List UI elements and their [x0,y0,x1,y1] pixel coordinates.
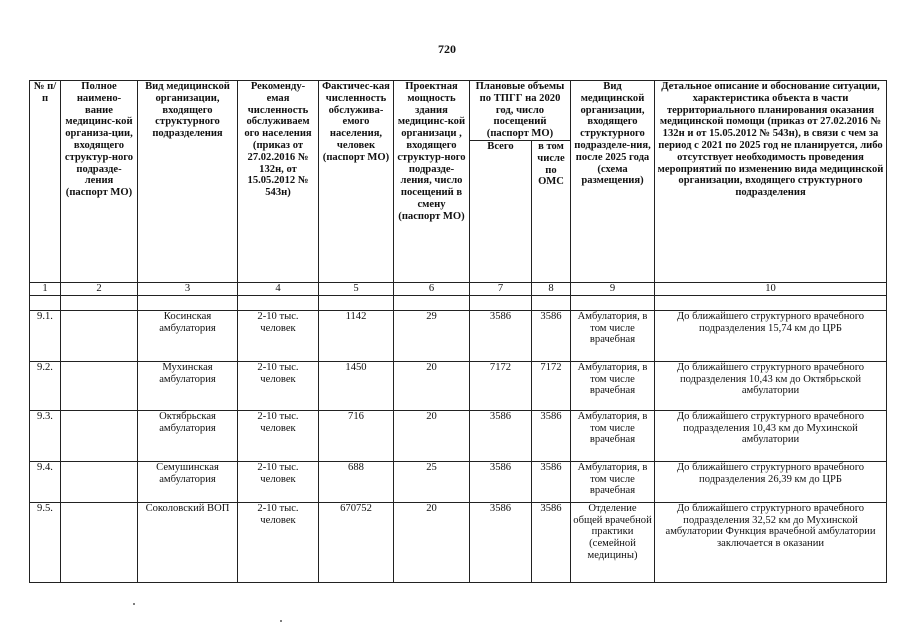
header-col-capacity: Проектная мощность здания медицинс-кой организаци , входящего структур-ного подразде-ления, число посещений в смену (паспорт МО) [394,81,470,283]
row-full-name [61,502,138,582]
row-recommended: 2-10 тыс. человек [238,410,319,461]
column-number: 6 [394,283,470,296]
table-row [30,310,887,361]
row-oms: 3586 [532,410,571,461]
row-capacity: 20 [394,410,470,461]
row-full-name [61,410,138,461]
column-number-row [30,283,887,296]
header-col-recommended: Рекоменду-емая численность обслуживаем ого населения (приказ от 27.02.2016 № 132н, от 15.05.2012 № 543н) [238,81,319,283]
header-col-full-name: Полное наимено-вание медицинс-кой организа-ции, входящего структур-ного подразде-ления (паспорт МО) [61,81,138,283]
column-number: 3 [138,283,238,296]
header-col-after-2025: Вид медицинской организации, входящего структурного подразделе-ния, после 2025 года (схема размещения) [571,81,655,283]
row-total: 7172 [470,361,532,410]
column-number: 4 [238,283,319,296]
column-number: 2 [61,283,138,296]
row-total: 3586 [470,310,532,361]
column-number: 5 [319,283,394,296]
row-index: 9.2. [30,361,61,410]
row-oms: 3586 [532,310,571,361]
row-capacity: 25 [394,461,470,502]
row-org-type: Соколовский ВОП [138,502,238,582]
header-col-planned-volumes: Плановые объемы по ТПГГ на 2020 год, число посещений (паспорт МО) [470,81,571,141]
row-description: До ближайшего структурного врачебного подразделения 10,43 км до Октябрьской амбулатории [655,361,887,410]
header-col-oms: в том числе по ОМС [532,140,571,282]
scan-speck [133,603,135,605]
row-oms: 7172 [532,361,571,410]
row-after-2025: Амбулатория, в том числе врачебная [571,461,655,502]
row-oms: 3586 [532,461,571,502]
row-recommended: 2-10 тыс. человек [238,502,319,582]
row-description: До ближайшего структурного врачебного подразделения 32,52 км до Мухинской амбулатории Функция врачебной амбулатории заключается в оказании [655,502,887,582]
row-total: 3586 [470,410,532,461]
scan-speck [280,620,282,622]
row-actual: 716 [319,410,394,461]
row-index: 9.4. [30,461,61,502]
row-org-type: Октябрьская амбулатория [138,410,238,461]
row-after-2025: Отделение общей врачебной практики (семейной медицины) [571,502,655,582]
row-capacity: 29 [394,310,470,361]
empty-row [30,295,887,310]
column-number: 1 [30,283,61,296]
row-index: 9.3. [30,410,61,461]
row-index: 9.1. [30,310,61,361]
table-row [30,361,887,410]
header-col-number: № п/п [30,81,61,283]
row-full-name [61,461,138,502]
row-org-type: Косинская амбулатория [138,310,238,361]
column-number: 10 [655,283,887,296]
row-org-type: Семушинская амбулатория [138,461,238,502]
row-oms: 3586 [532,502,571,582]
row-actual: 688 [319,461,394,502]
row-recommended: 2-10 тыс. человек [238,361,319,410]
row-capacity: 20 [394,361,470,410]
column-number: 7 [470,283,532,296]
row-description: До ближайшего структурного врачебного подразделения 10,43 км до Мухинской амбулатории [655,410,887,461]
row-recommended: 2-10 тыс. человек [238,310,319,361]
row-after-2025: Амбулатория, в том числе врачебная [571,310,655,361]
row-actual: 1450 [319,361,394,410]
table-row [30,410,887,461]
row-total: 3586 [470,461,532,502]
column-number: 9 [571,283,655,296]
table-row [30,461,887,502]
row-total: 3586 [470,502,532,582]
header-row [30,81,887,141]
planning-table [29,80,887,583]
row-description: До ближайшего структурного врачебного подразделения 26,39 км до ЦРБ [655,461,887,502]
row-description: До ближайшего структурного врачебного подразделения 15,74 км до ЦРБ [655,310,887,361]
header-col-total: Всего [470,140,532,282]
column-number: 8 [532,283,571,296]
header-col-org-type: Вид медицинской организации, входящего структурного подразделения [138,81,238,283]
row-actual: 1142 [319,310,394,361]
row-full-name [61,310,138,361]
row-after-2025: Амбулатория, в том числе врачебная [571,361,655,410]
header-col-actual: Фактичес-кая численность обслужива-емого населения, человек (паспорт МО) [319,81,394,283]
page-number: 720 [438,42,456,56]
row-capacity: 20 [394,502,470,582]
row-index: 9.5. [30,502,61,582]
row-after-2025: Амбулатория, в том числе врачебная [571,410,655,461]
row-recommended: 2-10 тыс. человек [238,461,319,502]
row-actual: 670752 [319,502,394,582]
table-row [30,502,887,582]
row-full-name [61,361,138,410]
row-org-type: Мухинская амбулатория [138,361,238,410]
header-col-description: Детальное описание и обоснование ситуации, характеристика объекта в части территориального планирования оказания медицинской помощи (приказ от 27.02.2016 № 132н и от 15.05.2012 № 543н), в связи с чем за период с 2021 по 2025 год не планируется, либо отсутствует необходимость проведения мероприятий по изменению вида медицинской организации, входящего структурного подразделения [655,81,887,283]
